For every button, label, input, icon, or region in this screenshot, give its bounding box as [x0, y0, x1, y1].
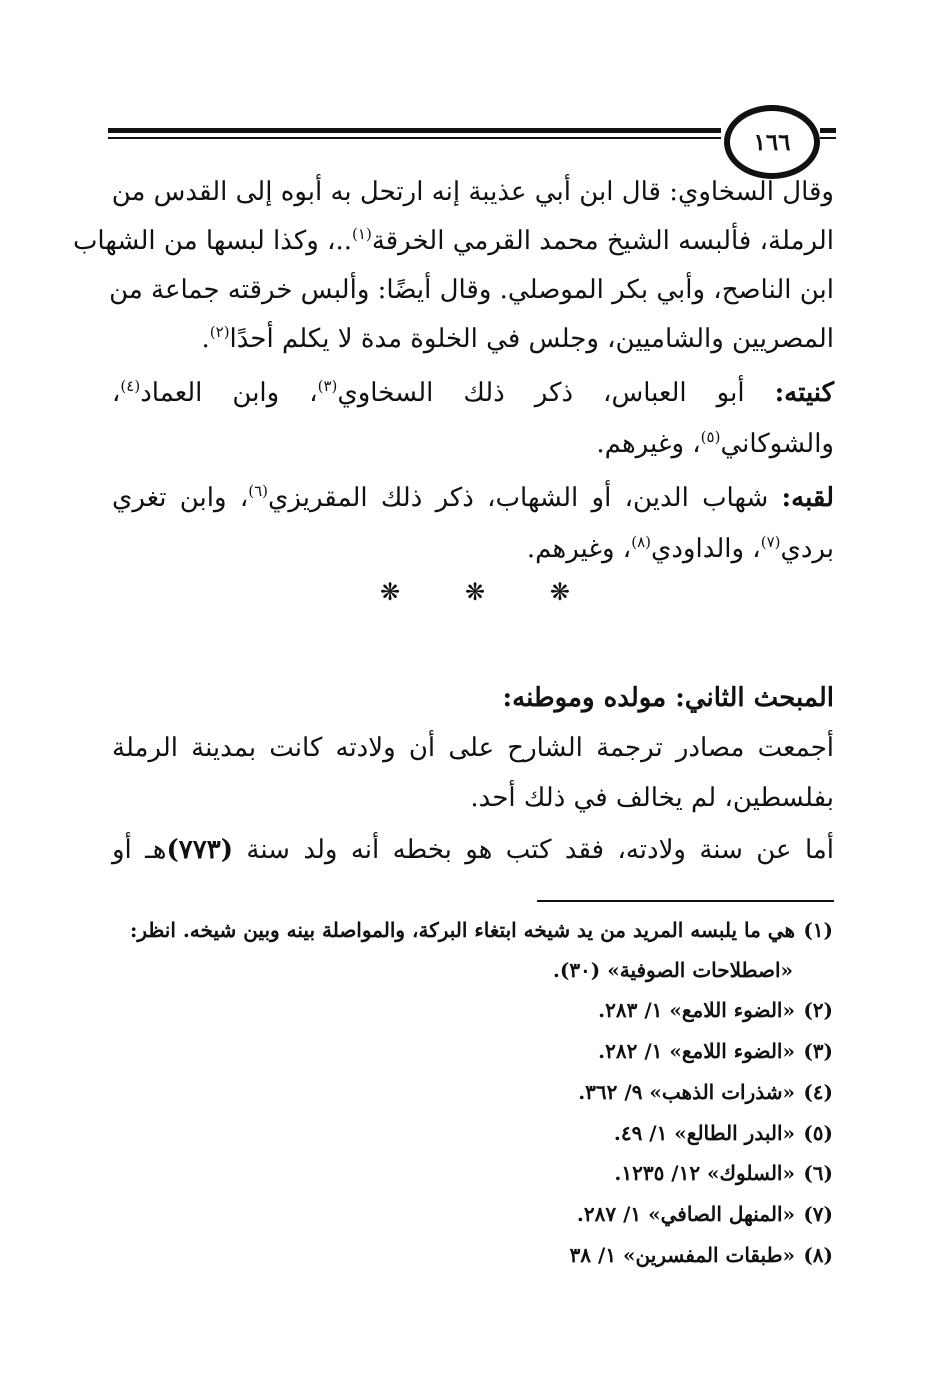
footnote-ref-2[interactable]: (٢)	[209, 323, 230, 341]
section-divider	[380, 578, 570, 618]
star-icon: ❋	[464, 578, 486, 606]
paragraph-4-line-1: أجمعت مصادر ترجمة الشارح على أن ولادته كانت بمدينة الرملة	[112, 733, 834, 763]
footnote-8: (٨)«طبقات المفسرين» ١/ ٣٨	[569, 1243, 833, 1267]
section-heading: المبحث الثاني: مولده وموطنه:	[502, 683, 834, 713]
footnote-1: (١)هي ما يلبسه المريد من يد شيخه ابتغاء البركة، والمواصلة بينه وبين شيخه. انظر:	[129, 918, 833, 942]
paragraph-1-line-2: الرملة، فألبسه الشيخ محمد القرمي الخرقة$^{(١)}$..، وكذا لبسها من الشهاب	[72, 225, 834, 256]
paragraph-3-line-2: بردي$^{(٧)}$، والداودي$^{(٨)}$، وغيرهم.	[526, 533, 834, 564]
header-rule-thin	[108, 137, 721, 139]
footnote-3: (٣)«الضوء اللامع» ١/ ٢٨٢.	[598, 1039, 833, 1063]
footnote-ref-6[interactable]: (٦)	[248, 482, 269, 500]
footnote-ref-8[interactable]: (٨)	[631, 533, 651, 551]
paragraph-4-line-2: بفلسطين، لم يخالف في ذلك أحد.	[470, 783, 834, 813]
footnote-separator	[537, 900, 834, 902]
page-number: ١٦٦	[724, 105, 820, 179]
laqab-label: لقبه:	[781, 483, 835, 513]
footnote-1-continuation: «اصطلاحات الصوفية» (٣٠).	[552, 958, 793, 982]
star-icon: ❋	[549, 578, 570, 606]
paragraph-2-line-1: كنيته: أبو العباس، ذكر ذلك السخاوي$^{(٣)}$، وابن العماد$^{(٤)}$،	[112, 377, 835, 408]
footnote-ref-4[interactable]: (٤)	[120, 377, 141, 395]
kunya-label: كنيته:	[774, 378, 835, 408]
paragraph-2-line-2: والشوكاني$^{(٥)}$، وغيرهم.	[596, 428, 834, 459]
paragraph-1-line-1: وقال السخاوي: قال ابن أبي عذيبة إنه ارتحل به أبوه إلى القدس من	[111, 177, 834, 207]
footnote-5: (٥)«البدر الطالع» ١/ ٤٩.	[613, 1121, 833, 1145]
header-rule-thick	[108, 128, 721, 133]
footnote-7: (٧)«المنهل الصافي» ١/ ٢٨٧.	[576, 1202, 833, 1226]
header-rule-tail-thin	[820, 137, 836, 139]
paragraph-1-line-4: المصريين والشاميين، وجلس في الخلوة مدة لا يكلم أحدًا$^{(٢)}$.	[201, 323, 834, 354]
paragraph-5-line-1: أما عن سنة ولادته، فقد كتب هو بخطه أنه ولد سنة (٧٧٣)هـ أو	[112, 835, 835, 865]
footnote-ref-1[interactable]: (١)	[352, 225, 372, 243]
paragraph-1-line-3: ابن الناصح، وأبي بكر الموصلي. وقال أيضًا: وألبس خرقته جماعة من	[109, 275, 834, 305]
paragraph-3-line-1: لقبه: شهاب الدين، أو الشهاب، ذكر ذلك المقريزي$^{(٦)}$، وابن تغري	[112, 482, 835, 513]
header-rule-tail-thick	[820, 128, 836, 133]
footnote-6: (٦)«السلوك» ١٢/ ١٢٣٥.	[614, 1161, 833, 1185]
footnote-ref-7[interactable]: (٧)	[760, 533, 781, 551]
footnote-4: (٤)«شذرات الذهب» ٩/ ٣٦٢.	[578, 1080, 833, 1104]
footnote-2: (٢)«الضوء اللامع» ١/ ٢٨٣.	[598, 998, 833, 1022]
footnote-ref-3[interactable]: (٣)	[317, 377, 338, 395]
footnote-ref-5[interactable]: (٥)	[700, 428, 721, 446]
star-icon: ❋	[380, 578, 401, 606]
